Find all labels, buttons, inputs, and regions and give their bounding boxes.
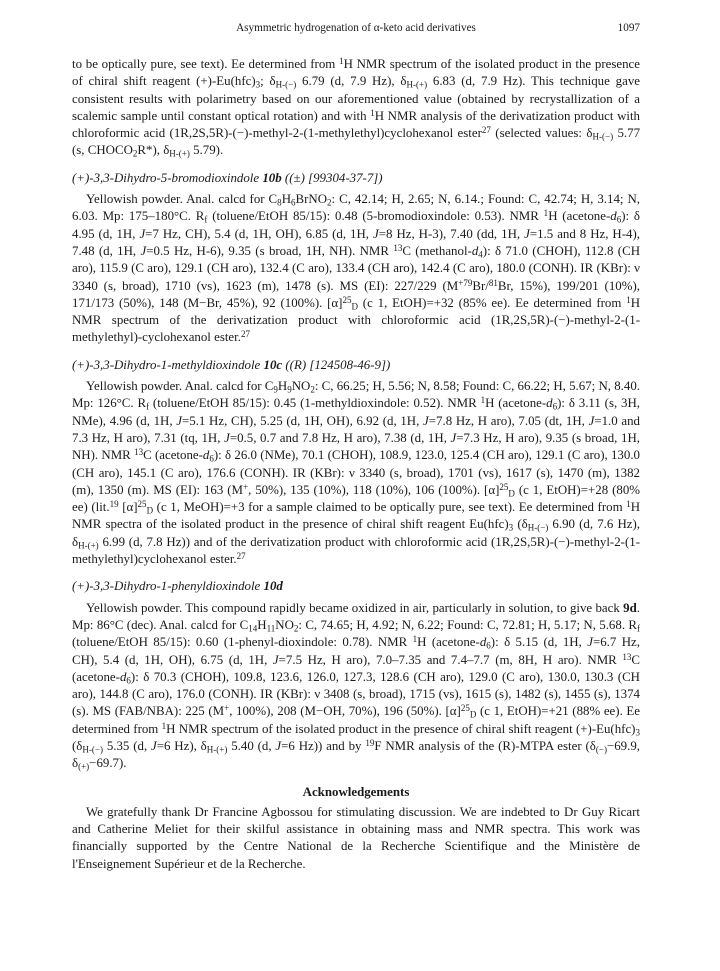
paragraph-10b: Yellowish powder. Anal. calcd for $C_8H_6BrNO_2$: C, 42.14; H, 2.65; N, 6.14.; Found: C, 42.74; H, 3.14; N, 6.03. Mp: 175–180°C. $R_f$ (toluene/EtOH 85/15): 0.48 (5-bromodioxindole: 0.53). NMR $^1$H $(acetone-d_6)$: δ 4.95 (d, 1H, J=7 Hz, CH), 5.4 (d, 1H, OH), 6.85 (d, 1H, J=8 Hz, H-3), 7.40 (dd, 1H, J=1.5 and 8 Hz, H-4), 7.48 (d, 1H, J=0.5 Hz, H-6), 9.35 (s broad, 1H, NH). NMR $^{13}$C $(methanol-d_4)$: δ 71.0 (CHOH), 112.8 (CH aro), 115.9 (C aro), 129.1 (CH aro), 132.4 (C aro), 133.4 (CH aro), 142.4 (C aro), 180.0 (CONH). IR (KBr): ν 3340 (s, broad), 1710 (vs), 1623 (m), 1478 (s). MS (EI): 227/229 ($M^{+79}Br/^{81}Br$, 15%), 199/201 (10%), 171/173 (50%), 148 (M−Br, 45%), 92 (100%). $[\alpha]^{25}_D$ (c 1, EtOH)=+32 (85% ee). Ee determined from $^1$H NMR spectrum of the derivatization product with chloroformic acid (1R,2S,5R)-(−)-methyl-2-(1-methylethyl)-cyclohexanol ester.$^{27}$ <box>72 192 641 345</box>
running-header <box>72 22 640 38</box>
compound-heading-10b: (+)-3,3-Dihydro-5-bromodioxindole 10b ((±) [99304-37-7]) <box>72 170 383 185</box>
compound-heading-10c: (+)-3,3-Dihydro-1-methyldioxindole 10c ((R) [124508-46-9]) <box>72 357 391 372</box>
paragraph-10c: Yellowish powder. Anal. calcd for $C_9H_9NO_2$: C, 66.25; H, 5.56; N, 8.58; Found: C, 66.22; H, 5.67; N, 8.40. Mp: 126°C. $R_f$ (toluene/EtOH 85/15): 0.45 (1-methyldioxindole: 0.52). NMR $^1$H $(acetone-d_6)$: δ 3.11 (s, 3H, NMe), 4.96 (d, 1H, J=5.1 Hz, CH), 5.25 (d, 1H, OH), 6.92 (d, 1H, J=7.8 Hz, H aro), 7.05 (dt, 1H, J=1.0 and 7.3 Hz, H aro), 7.31 (tq, 1H, J=0.5, 0.7 and 7.8 Hz, H aro), 7.38 (d, 1H, J=7.3 Hz, H aro), 9.35 (s broad, 1H, NH). NMR $^{13}$C $(acetone-d_6)$: δ 26.0 (NMe), 70.1 (CHOH), 108.9, 123.0, 125.4 (CH aro), 129.1 (C aro), 130.0 (CH aro), 145.1 (C aro), 176.6 (CONH). IR (KBr): ν 3340 (s, broad), 1701 (vs), 1617 (s), 1470 (m), 1382 (m), 1350 (m). MS (EI): 163 (M+, 50%), 135 (10%), 118 (10%), 106 (100%). $[\alpha]^{25}_D$ (c 1, EtOH)=+28 (80% ee) (lit.$^{19}$ $[\alpha]^{25}_D$ (c 1, MeOH)=+3 for a sample claimed to be optically pure, see text). Ee determined from $^1$H NMR spectra of the isolated product in the presence of chiral shift reagent $Eu(hfc)_3$ ($\delta_{H-(-)}$ 6.90 (d, 7.6 Hz), $\delta_{H-(+)}$ 6.99 (d, 7.8 Hz)) and of the derivatization product with chloroformic acid (1R,2S,5R)-(−)-methyl-2-(1-methylethyl)cyclohexanol ester.$^{27}$ <box>72 379 641 567</box>
compound-heading-10d: (+)-3,3-Dihydro-1-phenyldioxindole 10d <box>72 579 283 594</box>
acknowledgements-text: We gratefully thank Dr Francine Agbossou for stimulating discussion. We are indebted to Dr Guy Ricart and Catherine Meliet for their skilful assistance in obtaining mass and NMR spectra. This work was financially supported by the Centre National de la Recherche Scientifique and the Ministère de l'Enseignement Supérieur et de la Recherche. <box>72 804 640 871</box>
page-number: 1097 <box>617 22 640 34</box>
article-body <box>72 56 640 873</box>
paragraph-ee-10a: to be optically pure, see text). Ee determined from $^1$H NMR spectrum of the isolated product in the presence of chiral shift reagent $(+)-Eu(hfc)_3$; $\delta_{H-(-)}$ 6.79 (d, 7.9 Hz), $\delta_{H-(+)}$ 6.83 (d, 7.9 Hz). This technique gave consistent results with polarimetry based on our aforementioned value (obtained by recrystallization of a scalemic sample until constant optical rotation) and with $^1$H NMR analysis of the derivatization product with chloroformic acid (1R,2S,5R)-(−)-methyl-2-(1-methylethyl)cyclohexanol ester$^{27}$ (selected values: $\delta_{H-(-)}$ 5.77 (s, $CHOCO_2R*$), $\delta_{H-(+)}$ 5.79). <box>72 55 641 159</box>
paragraph-10d: Yellowish powder. This compound rapidly became oxidized in air, particularly in solution, to give back 9d. Mp: 86°C (dec). Anal. calcd for $C_{14}H_{11}NO_2$: C, 74.65; H, 4.92; N, 6.22; Found: C, 72.81; H, 5.17; N, 5.68. $R_f$ (toluene/EtOH 85/15): 0.60 (1-phenyl-dioxindole: 0.78). NMR $^1$H $(acetone-d_6)$: δ 5.15 (d, 1H, J=6.7 Hz, CH), 5.4 (d, 1H, OH), 6.75 (d, 1H, J=7.5 Hz, H aro), 7.0–7.35 and 7.4–7.7 (m, 8H, H aro). NMR $^{13}$C $(acetone-d_6)$: δ 70.3 (CHOH), 109.8, 123.6, 126.0, 127.3, 128.6 (CH aro), 129.0 (C aro), 130.0, 130.3 (CH aro), 144.8 (C aro), 176.0 (CONH). IR (KBr): ν 3408 (s, broad), 1715 (vs), 1615 (s), 1482 (s), 1455 (s), 1374 (s). MS (FAB/NBA): 225 (M+, 100%), 208 (M−OH, 70%), 196 (50%). $[\alpha]^{25}_D$ (c 1, EtOH)=+21 (88% ee). Ee determined from $^1$H NMR spectrum of the isolated product in the presence of chiral shift reagent $(+)-Eu(hfc)_3$ ($\delta_{H-(-)}$ 5.35 (d, J=6 Hz), $\delta_{H-(+)}$ 5.40 (d, J=6 Hz)) and by $^{19}$F NMR analysis of the (R)-MTPA ester ($\delta_{(-)}-69.9$, $\delta_{(+)}-69.7$). <box>72 600 641 772</box>
acknowledgements-heading: Acknowledgements <box>302 784 410 799</box>
running-title: Asymmetric hydrogenation of α-keto acid derivatives <box>236 22 476 34</box>
